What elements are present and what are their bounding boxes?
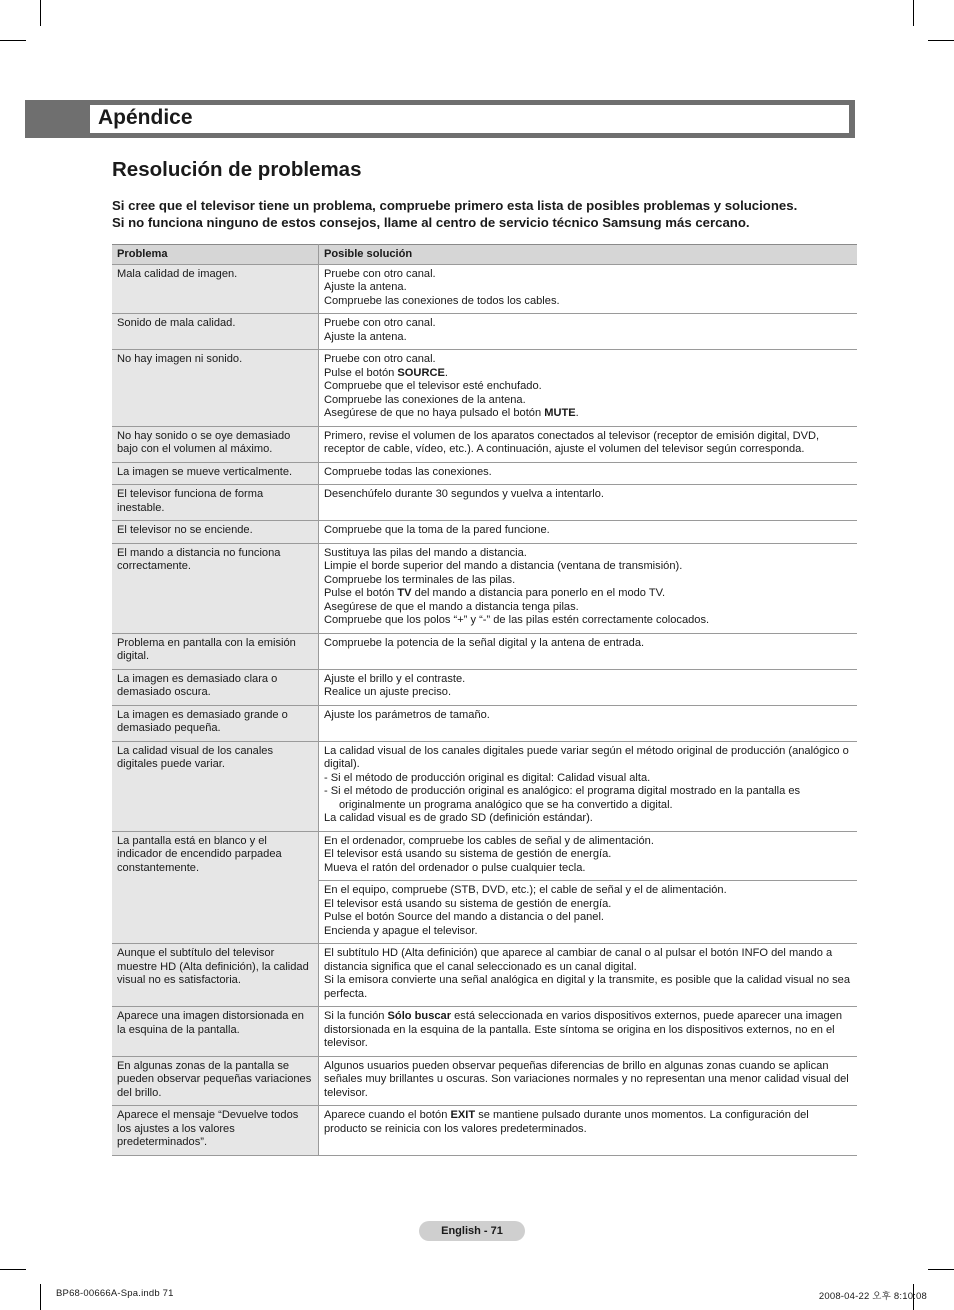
solution-line: El televisor está usando su sistema de gestión de energía.: [324, 848, 612, 860]
crop-mark: [913, 0, 914, 26]
solution-cell: [319, 669, 858, 705]
problem-cell: No hay sonido o se oye demasiado bajo con el volumen al máximo.: [112, 426, 319, 462]
problem-cell: Mala calidad de imagen.: [112, 264, 319, 314]
problem-cell: El televisor funciona de forma inestable.: [112, 485, 319, 521]
footer-timestamp: 2008-04-22 오후 8:10:08: [818, 1291, 927, 1302]
intro-text: [112, 197, 857, 231]
solution-line: Realice un ajuste preciso.: [324, 686, 452, 698]
solution-cell: [319, 1056, 858, 1106]
table-row: [112, 264, 857, 314]
solution-line: El subtítulo HD (Alta definición) que aparece al cambiar de canal o al pulsar el botón INFO del mando a distancia significa que el canal seleccionado es un canal digital.: [324, 947, 833, 973]
solution-line: - Si el método de producción original es digital: Calidad visual alta.: [324, 771, 651, 784]
table-row: [112, 669, 857, 705]
table-row: [112, 462, 857, 485]
table-row: [112, 426, 857, 462]
solution-line: Asegúrese de que no haya pulsado el botón MUTE.: [324, 407, 579, 419]
solution-line: Pulse el botón SOURCE.: [324, 366, 448, 379]
page-title: Resolución de problemas: [112, 158, 362, 181]
solution-line: Asegúrese de que el mando a distancia tenga pilas.: [324, 600, 579, 613]
problem-cell: Aparece el mensaje “Devuelve todos los ajustes a los valores predeterminados”.: [112, 1106, 319, 1156]
solution-line: Ajuste la antena.: [324, 281, 407, 293]
solution-line: Pruebe con otro canal.: [324, 267, 436, 280]
table-row: [112, 1106, 857, 1156]
solution-line: Compruebe todas las conexiones.: [324, 465, 492, 478]
solution-line: El televisor está usando su sistema de gestión de energía.: [324, 897, 612, 910]
problem-cell: El mando a distancia no funciona correctamente.: [112, 543, 319, 633]
solution-line: - Si el método de producción original es analógico: el programa digital mostrado en la pantalla es originalmente un programa analógico que se ha convertido a digital.: [324, 785, 801, 811]
problem-cell: La imagen es demasiado grande o demasiado pequeña.: [112, 705, 319, 741]
solution-cell: [319, 1007, 858, 1057]
solution-line: La calidad visual de los canales digitales puede variar según el método original de producción (analógico o digital).: [324, 744, 849, 770]
crop-mark: [40, 1284, 41, 1310]
column-header-problem: Problema: [112, 245, 319, 265]
crop-mark: [40, 0, 41, 26]
footer-file-info: BP68-00666A-Spa.indb 71: [56, 1288, 174, 1299]
solution-line: Ajuste la antena.: [324, 330, 407, 343]
solution-line: Desenchúfelo durante 30 segundos y vuelva a intentarlo.: [324, 488, 604, 500]
solution-cell: [319, 462, 858, 485]
table-row: [112, 485, 857, 521]
intro-line: Si cree que el televisor tiene un problema, compruebe primero esta lista de posibles problemas y soluciones.: [112, 198, 798, 213]
solution-line: Algunos usuarios pueden observar pequeñas diferencias de brillo en algunas zonas cuando se aplican señales muy brillantes u oscuras. Son variaciones normales y no representan una menor calidad visual del televisor.: [324, 1059, 849, 1099]
solution-cell: [319, 264, 858, 314]
solution-line: Encienda y apague el televisor.: [324, 924, 478, 937]
table-row: [112, 1007, 857, 1057]
table-row: [112, 314, 857, 350]
column-header-solution: Posible solución: [324, 248, 413, 260]
solution-line: Pulse el botón Source del mando a distancia o del panel.: [324, 911, 604, 923]
solution-cell: [319, 881, 858, 944]
solution-line: Compruebe que el televisor esté enchufado.: [324, 380, 542, 392]
solution-cell: [319, 314, 858, 350]
solution-line: Compruebe que la toma de la pared funcione.: [324, 524, 550, 536]
solution-line: Compruebe las conexiones de todos los cables.: [324, 294, 560, 307]
crop-mark: [0, 1269, 26, 1270]
table-row: [112, 705, 857, 741]
table-row: [112, 543, 857, 633]
solution-line: Compruebe que los polos “+” y “-” de las pilas estén correctamente colocados.: [324, 614, 710, 626]
solution-line: Pruebe con otro canal.: [324, 317, 436, 329]
solution-cell: [319, 1106, 858, 1156]
table-row: [112, 350, 857, 427]
crop-mark: [928, 1269, 954, 1270]
table-row: [112, 831, 857, 881]
problem-cell: Sonido de mala calidad.: [112, 314, 319, 350]
solution-line: En el equipo, compruebe (STB, DVD, etc.); el cable de señal y el de alimentación.: [324, 884, 727, 896]
solution-cell: [319, 521, 858, 544]
solution-line: Compruebe las conexiones de la antena.: [324, 393, 526, 406]
problem-cell: La imagen es demasiado clara o demasiado oscura.: [112, 669, 319, 705]
problem-cell: La calidad visual de los canales digitales puede variar.: [112, 741, 319, 831]
solution-cell: [319, 705, 858, 741]
problem-cell: Aunque el subtítulo del televisor muestre HD (Alta definición), la calidad visual no es satisfactoria.: [112, 944, 319, 1007]
solution-line: La calidad visual es de grado SD (definición estándar).: [324, 812, 593, 824]
table-row: [112, 944, 857, 1007]
solution-line: Mueva el ratón del ordenador o pulse cualquier tecla.: [324, 861, 586, 874]
solution-cell: [319, 831, 858, 881]
problem-cell: El televisor no se enciende.: [112, 521, 319, 544]
solution-line: Pulse el botón TV del mando a distancia para ponerlo en el modo TV.: [324, 587, 666, 599]
page-number: English - 71: [419, 1221, 525, 1241]
crop-mark: [0, 40, 26, 41]
solution-cell: [319, 741, 858, 831]
solution-line: Compruebe la potencia de la señal digital y la antena de entrada.: [324, 636, 645, 649]
solution-line: Si la emisora convierte una señal analógica en digital y la transmite, es posible que la calidad visual no sea perfecta.: [324, 974, 851, 1000]
solution-cell: [319, 485, 858, 521]
table-row: [112, 1056, 857, 1106]
problem-cell: Problema en pantalla con la emisión digital.: [112, 633, 319, 669]
solution-cell: [319, 426, 858, 462]
solution-line: Ajuste los parámetros de tamaño.: [324, 708, 490, 721]
section-header-box: [90, 105, 849, 133]
solution-line: Limpie el borde superior del mando a distancia (ventana de transmisión).: [324, 560, 683, 572]
problem-cell: En algunas zonas de la pantalla se pueden observar pequeñas variaciones del brillo.: [112, 1056, 319, 1106]
solution-line: Pruebe con otro canal.: [324, 353, 436, 365]
troubleshooting-table: [112, 244, 857, 1156]
solution-line: Sustituya las pilas del mando a distancia.: [324, 546, 527, 559]
table-row: [112, 521, 857, 544]
solution-cell: [319, 633, 858, 669]
solution-line: Compruebe los terminales de las pilas.: [324, 573, 516, 586]
solution-line: Ajuste el brillo y el contraste.: [324, 672, 466, 685]
solution-line: Primero, revise el volumen de los aparatos conectados al televisor (receptor de emisión digital, DVD, receptor de cable, vídeo, etc.). A continuación, ajuste el volumen del televisor según corresponda.: [324, 429, 820, 455]
table-row: [112, 633, 857, 669]
intro-line: Si no funciona ninguno de estos consejos, llame al centro de servicio técnico Samsung más cercano.: [112, 215, 750, 230]
problem-cell: Aparece una imagen distorsionada en la esquina de la pantalla.: [112, 1007, 319, 1057]
solution-line: Si la función Sólo buscar está seleccionada en varios dispositivos externos, puede aparecer una imagen distorsionada en la esquina de la pantalla. Este síntoma se origina en los dispositivos externos, no en el televisor.: [324, 1010, 843, 1049]
solution-cell: [319, 944, 858, 1007]
solution-line: En el ordenador, compruebe los cables de señal y de alimentación.: [324, 834, 654, 847]
section-title: Apéndice: [98, 106, 193, 129]
solution-line: Aparece cuando el botón EXIT se mantiene pulsado durante unos momentos. La configuración del producto se reinicia con los valores predeterminados.: [324, 1109, 809, 1135]
solution-cell: [319, 350, 858, 427]
crop-mark: [928, 40, 954, 41]
solution-cell: [319, 543, 858, 633]
problem-cell: La pantalla está en blanco y el indicador de encendido parpadea constantemente.: [112, 831, 319, 944]
table-row: [112, 741, 857, 831]
table-header-row: [112, 245, 857, 265]
problem-cell: No hay imagen ni sonido.: [112, 350, 319, 427]
problem-cell: La imagen se mueve verticalmente.: [112, 462, 319, 485]
